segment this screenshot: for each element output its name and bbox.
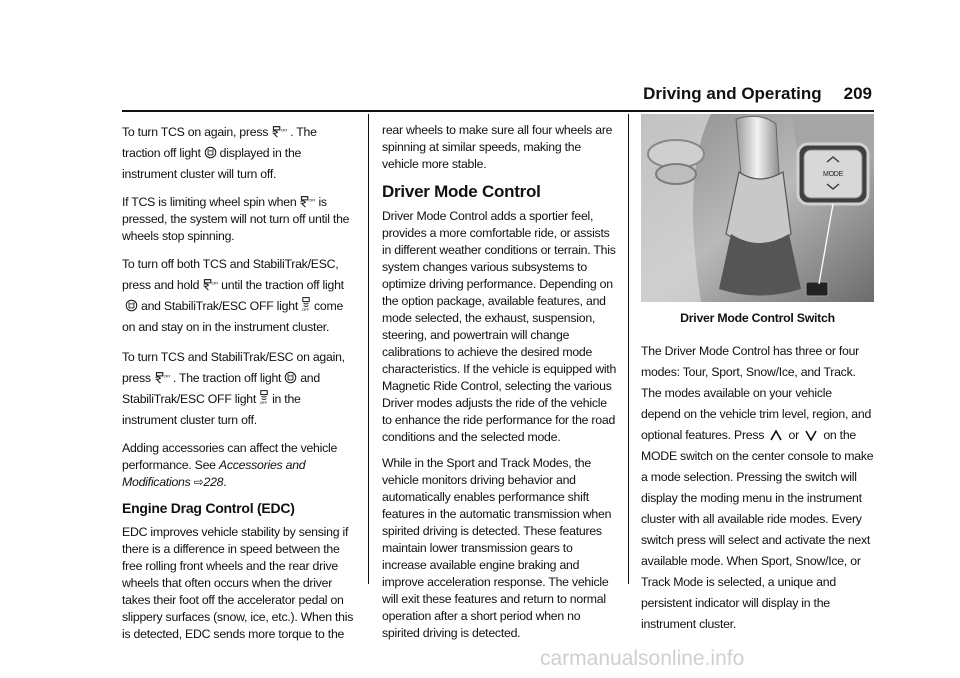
section-heading-driver-mode: Driver Mode Control (382, 182, 541, 201)
column-divider (628, 114, 629, 584)
text: or (788, 428, 799, 442)
column-3 (641, 122, 874, 644)
cross-reference-link[interactable]: Accessories and Modifications (122, 458, 306, 489)
text: To turn TCS and StabiliTrak/ESC on again, press (122, 350, 345, 385)
paragraph-turn-off-both (122, 254, 358, 338)
text: If TCS is limiting wheel spin when (122, 195, 297, 209)
traction-off-light-icon (204, 146, 217, 159)
watermark: carmanualsonline.info (540, 647, 745, 670)
mode-button-label: MODE (823, 171, 843, 178)
text: on the MODE switch on the center console to make a mode selection. Pressing the switch will display the moding menu in the instrument cluster with all available ride modes. Every switch press will select and activate the next available mode. When Sport, Snow/Ice, or Track Mode is selected, a unique and persistent indicator will display in the instrument cluster. (641, 428, 874, 631)
page-header (643, 84, 872, 104)
column-2 (382, 122, 618, 651)
tcs-off-button-icon (271, 125, 287, 138)
chevron-down-icon (805, 430, 817, 441)
paragraph-turn-on-both (122, 347, 358, 431)
traction-off-light-icon (284, 371, 297, 384)
text: . (223, 475, 227, 489)
photo-caption: Driver Mode Control Switch (680, 311, 835, 325)
paragraph-edc-continued: rear wheels to make sure all four wheels are spinning at similar speeds, making the vehicle more stable. (382, 123, 613, 171)
driver-mode-switch-photo (641, 114, 874, 302)
text: To turn off both TCS and StabiliTrak/ESC, press and hold (122, 257, 339, 292)
cross-reference-page[interactable]: 228 (203, 475, 224, 489)
section-heading-edc: Engine Drag Control (EDC) (122, 500, 295, 516)
text: . The traction off light (172, 371, 282, 385)
text: is pressed, the system will not turn off until the wheels stop spinning. (122, 195, 350, 243)
text: Adding accessories can affect the vehicle performance. See (122, 441, 338, 472)
text: until the traction off light (221, 278, 344, 292)
column-divider (368, 114, 369, 584)
paragraph-tcs-on (122, 122, 358, 185)
stabilitrak-esc-off-light-icon (301, 296, 311, 312)
tcs-off-button-icon (202, 278, 218, 291)
paragraph-driver-mode-intro: Driver Mode Control adds a sportier feel, provides a more comfortable ride, or assists in different weather conditions or terrain. This system changes various subsystems to optimize driving performance. Depending on the option package, available features, and mode selected, the exhaust, suspension, steering, and powertrain will change calibrations to achieve the desired mode characteristics. If the vehicle is equipped with Magnetic Ride Control, selecting the various Driver modes adjusts the ride of the vehicle to enhance the ride performance for the road conditions and the selected mode. (382, 209, 617, 444)
page-reference-arrow-icon: ⇨ (193, 475, 204, 489)
text: The Driver Mode Control has three or four modes: Tour, Sport, Snow/Ice, and Track. The modes available on your vehicle depend on the vehicle trim level, region, and optional features. Press (641, 344, 872, 442)
traction-off-light-icon (125, 299, 138, 312)
text: and StabiliTrak/ESC OFF light (122, 371, 320, 406)
tcs-off-button-icon (154, 371, 170, 384)
page-number: 209 (843, 84, 872, 103)
stabilitrak-esc-off-light-icon (259, 389, 269, 405)
paragraph-accessories (122, 440, 358, 491)
paragraph-edc: EDC improves vehicle stability by sensing if there is a difference in speed between the free rolling front wheels and the rear drive wheels that often occurs when the driver takes their foot off the accelerator pedal on slippery surfaces (snow, ice, etc.). When this is detected, EDC sends more torque to the (122, 525, 354, 641)
text: displayed in the instrument cluster will turn off. (122, 146, 302, 181)
section-title: Driving and Operating (643, 84, 822, 103)
text: in the instrument cluster turn off. (122, 392, 301, 427)
text: To turn TCS on again, press (122, 125, 269, 139)
chevron-up-icon (770, 430, 782, 441)
text: . The traction off light (122, 125, 317, 160)
text: and StabiliTrak/ESC OFF light (141, 299, 298, 313)
column-1 (122, 122, 358, 652)
paragraph-tcs-limiting (122, 194, 358, 245)
header-rule (122, 110, 874, 112)
paragraph-driver-mode-modes (641, 341, 874, 635)
text: come on and stay on in the instrument cluster. (122, 299, 344, 334)
paragraph-sport-track: While in the Sport and Track Modes, the vehicle monitors driving behavior and automatically enables performance shift features in the automatic transmission when spirited driving is detected. These features maintain lower transmission gears to increase available engine braking and improve acceleration response. The vehicle will exit these features and return to normal operation after a short period when no spirited driving is detected. (382, 456, 612, 640)
tcs-off-button-icon (299, 195, 315, 208)
